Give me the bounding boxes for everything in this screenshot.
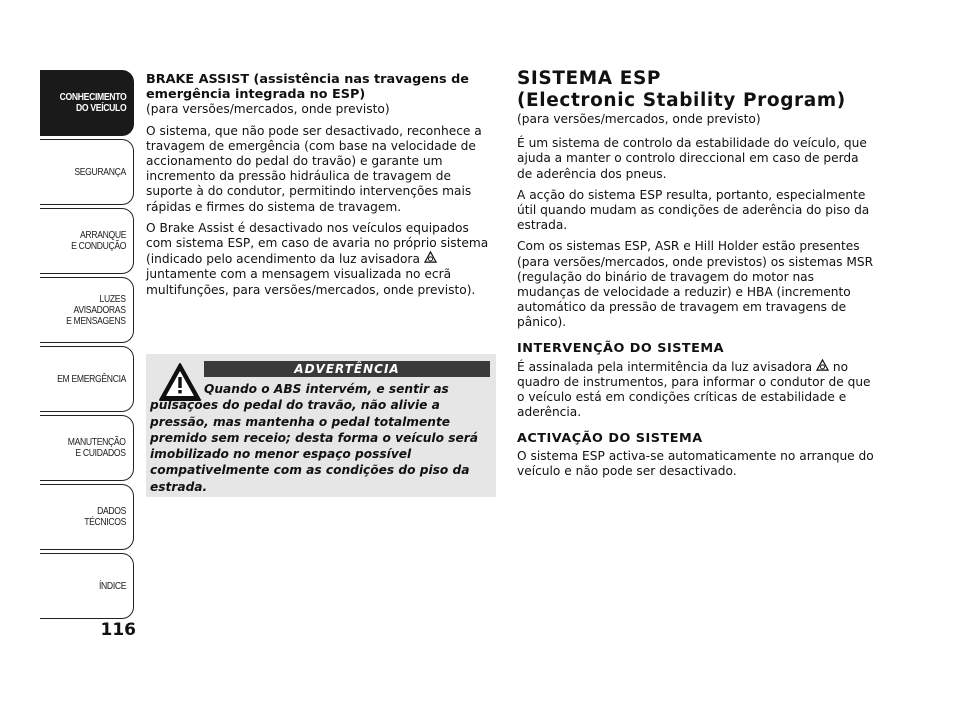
- tab-label: EM EMERGÊNCIA: [57, 372, 126, 385]
- tab-label: LUZES AVISADORAS E MENSAGENS: [66, 292, 126, 327]
- warning-box: [146, 354, 496, 497]
- brake-assist-section: [146, 72, 496, 304]
- tab-indice[interactable]: [40, 553, 134, 619]
- tab-em-emergencia[interactable]: [40, 346, 134, 412]
- tab-manutencao[interactable]: [40, 415, 134, 481]
- brake-assist-subheading: (para versões/mercados, onde previsto): [146, 102, 390, 117]
- warning-header: ADVERTÊNCIA: [204, 361, 490, 377]
- tab-dados-tecnicos[interactable]: [40, 484, 134, 550]
- chapter-tabs: [40, 70, 134, 622]
- esp-paragraph-3: Com os sistemas ESP, ASR e Hill Holder estão presentes (para versões/mercados, onde previstos) os sistemas MSR (regulação do binário de travagem do motor nas mudanças de velocidade a reduzir) e HBA (incremento automático da pressão de travagem em travagens de pânico).: [517, 239, 874, 330]
- text-after-icon: juntamente com a mensagem visualizada no ecrã multifunções, para versões/mercados, onde previsto).: [146, 267, 476, 297]
- tab-label: ARRANQUE E CONDUÇÃO: [70, 229, 126, 252]
- esp-paragraph-1: É um sistema de controlo da estabilidade do veículo, que ajuda a manter o controlo direccional em caso de perda de aderência dos pneus.: [517, 136, 867, 181]
- esp-warning-light-icon: [424, 251, 437, 264]
- brake-assist-heading: BRAKE ASSIST (assistência nas travagens de emergência integrada no ESP): [146, 72, 469, 103]
- brake-assist-paragraph: O sistema, que não pode ser desactivado, reconhece a travagem de emergência (com base na velocidade de accionamento do pedal do travão) e garante um incremento da pressão hidráulica de travagem de suporte à do condutor, permitindo intervenções mais rápidas e firmes do sistema de travagem.: [146, 123, 482, 214]
- text-before-icon: O Brake Assist é desactivado nos veículos equipados com sistema ESP, em caso de avaria no próprio sistema (indicado pelo acendimento da luz avisadora: [146, 220, 489, 267]
- brake-assist-deactivation-paragraph: [146, 221, 496, 298]
- tab-label: SEGURANÇA: [74, 165, 126, 178]
- activation-heading: ACTIVAÇÃO DO SISTEMA: [517, 430, 703, 446]
- intervention-heading: INTERVENÇÃO DO SISTEMA: [517, 340, 725, 356]
- tab-conhecimento-do-veiculo[interactable]: [40, 70, 134, 136]
- text-before-icon: É assinalada pela intermitência da luz avisadora: [517, 359, 816, 374]
- esp-title: SISTEMA ESP: [517, 68, 662, 89]
- esp-warning-light-icon: [816, 359, 829, 372]
- esp-paragraph-2: A acção do sistema ESP resulta, portanto, especialmente útil quando mudam as condições de aderência do piso da estrada.: [517, 187, 870, 233]
- esp-subtitle: (para versões/mercados, onde previsto): [517, 112, 761, 126]
- tab-luzes-avisadoras[interactable]: [40, 277, 134, 343]
- activation-paragraph: O sistema ESP activa-se automaticamente no arranque do veículo e não pode ser desactivado.: [517, 448, 874, 479]
- warning-text: [150, 381, 490, 495]
- page-number: 116: [100, 620, 136, 640]
- warning-text-content: Quando o ABS intervém, e sentir as pulsações do pedal do travão, não alivie a pressão, mas mantenha o pedal totalmente premido sem receio; desta forma o veículo será imobilizado no menor espaço possível compativelmente com as condições do piso da estrada.: [150, 382, 478, 494]
- tab-label: CONHECIMENTO DO VEÍCULO: [59, 91, 126, 114]
- tab-label: MANUTENÇÃO E CUIDADOS: [68, 436, 126, 459]
- tab-label: ÍNDICE: [98, 579, 126, 592]
- tab-label: DADOS TÉCNICOS: [84, 505, 126, 528]
- esp-title-subline: (Electronic Stability Program): [517, 90, 846, 111]
- text-after-icon: no quadro de instrumentos, para informar o condutor de que o veículo está em condições críticas de estabilidade e aderência.: [517, 359, 871, 420]
- intervention-paragraph: [517, 359, 877, 421]
- tab-arranque-e-conducao[interactable]: [40, 208, 134, 274]
- esp-section: [517, 68, 877, 485]
- tab-seguranca[interactable]: [40, 139, 134, 205]
